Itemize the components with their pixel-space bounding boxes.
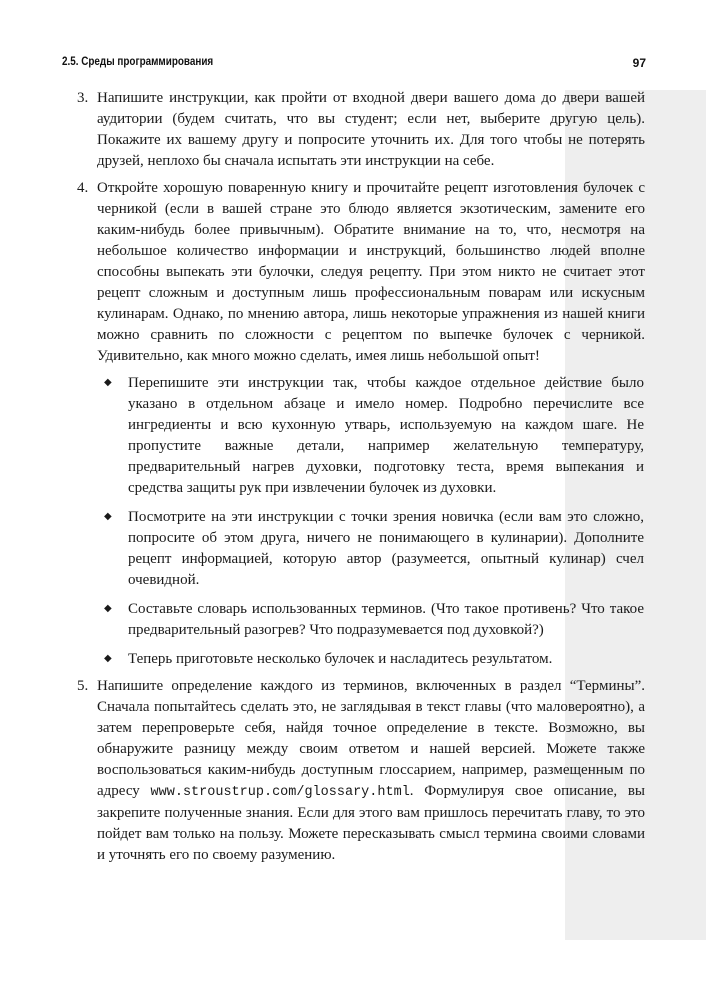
diamond-bullet-icon: ◆ — [104, 653, 112, 664]
sub-task-text: Составьте словарь использованных терминов. (Что такое противень? Что такое предварительный разогрев? Что подразумевается под духовкой?) — [128, 601, 644, 638]
page-number: 97 — [632, 56, 646, 70]
sub-task-list — [0, 373, 706, 670]
sub-task — [0, 507, 706, 591]
item-text — [97, 676, 645, 866]
exercise-item-5 — [0, 676, 706, 866]
item-number: 5. — [77, 678, 89, 694]
sub-task-text: Теперь приготовьте несколько булочек и насладитесь результатом. — [128, 651, 553, 667]
diamond-bullet-icon: ◆ — [104, 603, 112, 614]
sub-task-text: Перепишите эти инструкции так, чтобы каждое отдельное действие было указано в отдельном абзаце и имело номер. Подробно перечислите все ингредиенты и всю кухонную утварь, используемую на каждом шаге. Не пропустите важные детали, например желательную температуру, предварительный нагрев духовки, подготовку теста, время выпекания и средства защиты рук при извлечении булочек из духовки. — [128, 375, 644, 496]
item-text-part: . Формулируя свое описание, вы закрепите полученные знания. Если для этого вам пришлось перечитать главу, то это пойдет вам только на пользу. Можете пересказывать смысл термина своими словами и уточнять его по своему разумению. — [97, 783, 646, 863]
exercise-item-3 — [0, 88, 706, 172]
section-title: 2.5. Среды программирования — [62, 56, 214, 68]
item-number: 4. — [77, 180, 89, 196]
glossary-url: www.stroustrup.com/glossary.html — [150, 785, 410, 800]
diamond-bullet-icon: ◆ — [104, 377, 112, 388]
item-text: Напишите инструкции, как пройти от входной двери вашего дома до двери вашей аудитории (будем считать, что вы студент; если нет, выберите другую цель). Покажите их вашему другу и попросите уточнить их. Для того чтобы не потерять друзей, неплохо бы сначала испытать эти инструкции на себе. — [97, 90, 645, 169]
running-header — [62, 56, 646, 72]
diamond-bullet-icon: ◆ — [104, 511, 112, 522]
item-text-part: Напишите определение каждого из терминов, включенных в раздел “Термины”. Сначала попытайтесь сделать это, не заглядывая в текст главы (что маловероятно), а затем перепроверьте себя, найдя точное определение в тексте. Возможно, вы обнаружите разницу между своим ответом и нашей версией. Можете также воспользоваться каким-нибудь доступным глоссарием, например, размещенным по адресу — [97, 678, 645, 799]
sub-task — [0, 599, 706, 641]
exercise-item-4 — [0, 178, 706, 670]
sub-task — [0, 649, 706, 670]
sub-task-text: Посмотрите на эти инструкции с точки зрения новичка (если вам это сложно, попросите об этом друга, ничего не понимающего в кулинарии). Дополните рецепт информацией, которую автор (разумеется, опытный кулинар) счел очевидной. — [128, 509, 644, 588]
sub-task — [0, 373, 706, 499]
exercise-list — [0, 88, 706, 866]
item-text: Откройте хорошую поваренную книгу и прочитайте рецепт изготовления булочек с черникой (если в вашей стране это блюдо является экзотическим, замените его каким-нибудь более привычным). Обратите внимание на то, что, несмотря на небольшое количество информации и инструкций, большинство людей вполне способны выпекать эти булочки, следуя рецепту. При этом никто не считает этот рецепт сложным и доступным лишь профессиональным поварам или искусным кулинарам. Однако, по мнению автора, лишь некоторые упражнения из нашей книги можно сравнить по сложности с рецептом по выпечке булочек с черникой. Удивительно, как много можно сделать, имея лишь небольшой опыт! — [97, 180, 645, 364]
item-number: 3. — [77, 90, 89, 106]
